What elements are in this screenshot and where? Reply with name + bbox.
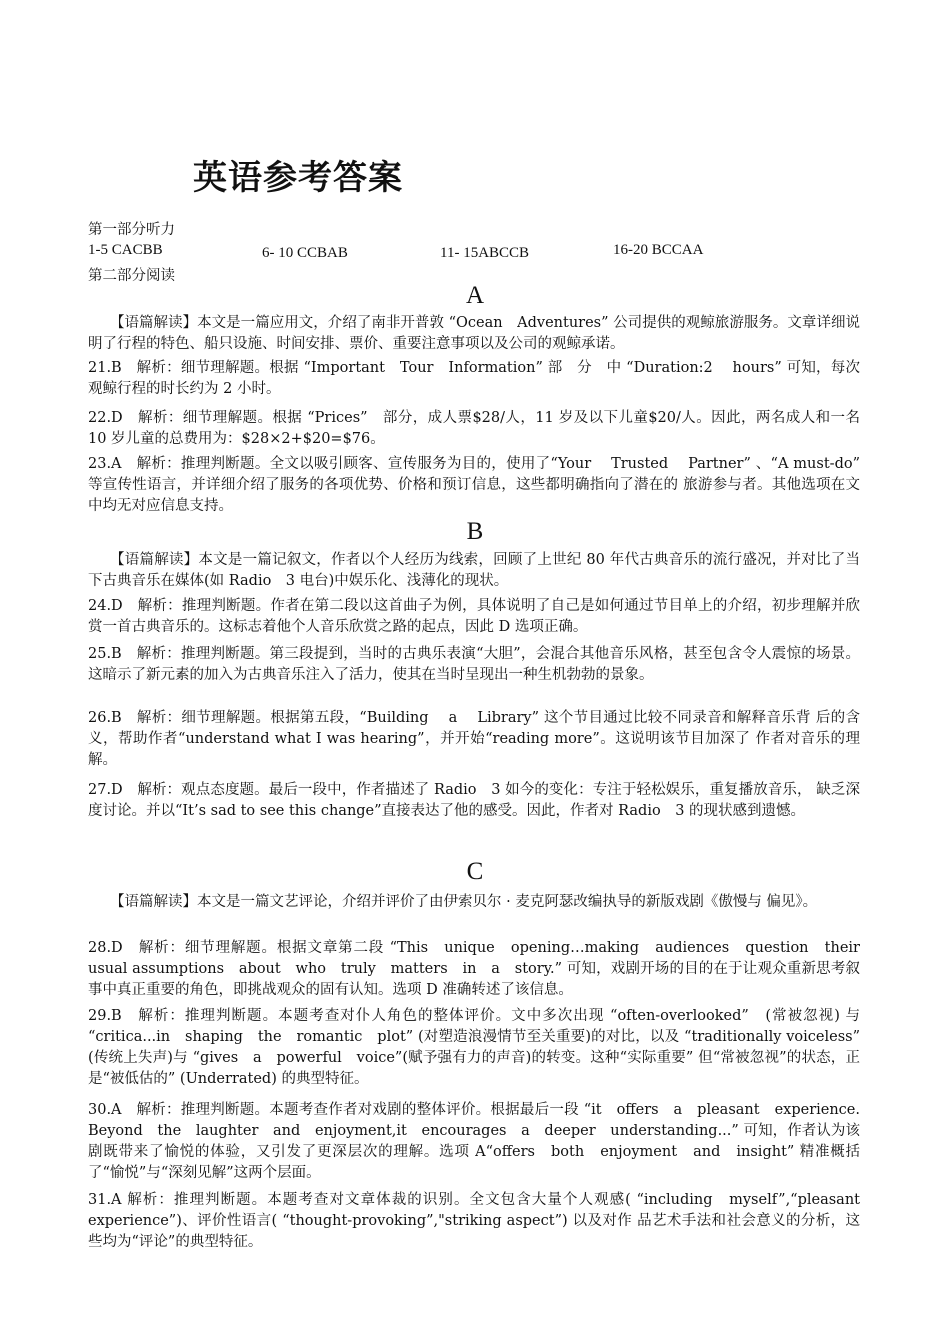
listening-answers-11-15: 11- 15ABCCB [440, 245, 530, 261]
part2-label: 第二部分阅读 [88, 268, 175, 284]
listening-answers-6-10: 6- 10 CCBAB [262, 245, 348, 261]
answer-24: 24.D 解析：推理判断题。作者在第二段以这首曲子为例，具体说明了自己是如何通过节目单上的介绍，初步理解并欣赏一首古典音乐的。这标志着他个人音乐欣赏之路的起点，因此 D 选项正确。 [88, 598, 860, 635]
section-heading-b: B [466, 518, 484, 545]
answer-31: 31.A 解析：推理判断题。本题考查对文章体裁的识别。全文包含大量个人观感( “including myself”,“pleasant experience”)、评价性语言( “thought-provoking”,"striking aspect”) 以及对作 品艺术手法和社会意义的分析，这些均为“评论”的典型特征。 [88, 1192, 875, 1250]
answer-21: 21.B 解析：细节理解题。根据 “Important Tour Information” 部 分 中 “Duration:2 hours” 可知，每次观鲸行程的时长约为 2 小时。 [88, 360, 860, 397]
section-a-intro: 【语篇解读】本文是一篇应用文，介绍了南非开普敦 “Ocean Adventures” 公司提供的观鲸旅游服务。文章详细说明了行程的特色、船只设施、时间安排、票价、重要注意事项以及公司的观鲸承诺。 [88, 315, 860, 352]
section-heading-a: A [465, 282, 485, 309]
section-heading-c: C [466, 858, 484, 885]
answer-29: 29.B 解析：推理判断题。本题考查对仆人角色的整体评价。文中多次出现 “often-overlooked” (常被忽视) 与 “critica...in shaping the romantic plot” (对塑造浪漫情节至关重要)的对比，以及 “traditionally voiceless” (传统上失声)与 “gives a powerful voice”(赋予强有力的声音)的转变。这种“实际重要” 但“常被忽视”的状态，正是“被低估的” (Underrated) 的典型特征。 [88, 1008, 860, 1087]
section-b-intro: 【语篇解读】本文是一篇记叙文，作者以个人经历为线索，回顾了上世纪 80 年代古典音乐的流行盛况，并对比了当下古典音乐在媒体(如 Radio 3 电台)中娱乐化、浅薄化的现状。 [88, 552, 860, 589]
answer-23: 23.A 解析：推理判断题。全文以吸引顾客、宣传服务为目的，使用了“Your Trusted Partner” 、“A must-do” 等宣传性语言，并详细介绍了服务的各项优势、价格和预订信息，这些都明确指向了潜在的 旅游参与者。其他选项在文中均无对应信息支持。 [88, 456, 860, 514]
part1-label: 第一部分听力 [88, 222, 175, 238]
listening-answers-16-20: 16-20 BCCAA [613, 242, 704, 258]
listening-answers-1-5: 1-5 CACBB [88, 242, 163, 258]
page-title: 英语参考答案 [193, 158, 403, 198]
answer-26: 26.B 解析：细节理解题。根据第五段，“Building a Library” 这个节目通过比较不同录音和解释音乐背 后的含义，帮助作者“understand what I was hearing”，并开始“reading more”。这说明该节目加深了 作者对音乐的理解。 [88, 710, 860, 768]
answer-28: 28.D 解析：细节理解题。根据文章第二段 “This unique opening…making audiences question their usual assumptions about who truly matters in a story.” 可知，戏剧开场的目的在于让观众重新思考叙事中真正重要的角色，即挑战观众的固有认知。选项 D 准确转述了该信息。 [88, 940, 860, 998]
answer-27: 27.D 解析：观点态度题。最后一段中，作者描述了 Radio 3 如今的变化：专注于轻松娱乐，重复播放音乐， 缺乏深度讨论。并以“It’s sad to see this change”直接表达了他的感受。因此，作者对 Radio 3 的现状感到遗憾。 [88, 782, 860, 819]
answer-30: 30.A 解析：推理判断题。本题考查作者对戏剧的整体评价。根据最后一段 “it offers a pleasant experience. Beyond the laughter and enjoyment,it encourages a deeper understanding...” 可知，作者认为该剧既带来了愉悦的体验，又引发了更深层次的理解。选项 A“offers both enjoyment and insight” 精准概括了“愉悦”与“深刻见解”这两个层面。 [88, 1102, 860, 1181]
answer-25: 25.B 解析：推理判断题。第三段提到，当时的古典乐表演“大胆”，会混合其他音乐风格，甚至包含令人震惊的场景。这暗示了新元素的加入为古典音乐注入了活力，使其在当时呈现出一种生机勃勃的景象。 [88, 646, 860, 683]
answer-22: 22.D 解析：细节理解题。根据 “Prices” 部分，成人票$28/人，11 岁及以下儿童$20/人。因此，两名成人和一名 10 岁儿童的总费用为：$28×2+$20=$76。 [88, 410, 860, 447]
section-c-intro: 【语篇解读】本文是一篇文艺评论，介绍并评价了由伊索贝尔 · 麦克阿瑟改编执导的新版戏剧《傲慢与 偏见》。 [110, 894, 818, 910]
